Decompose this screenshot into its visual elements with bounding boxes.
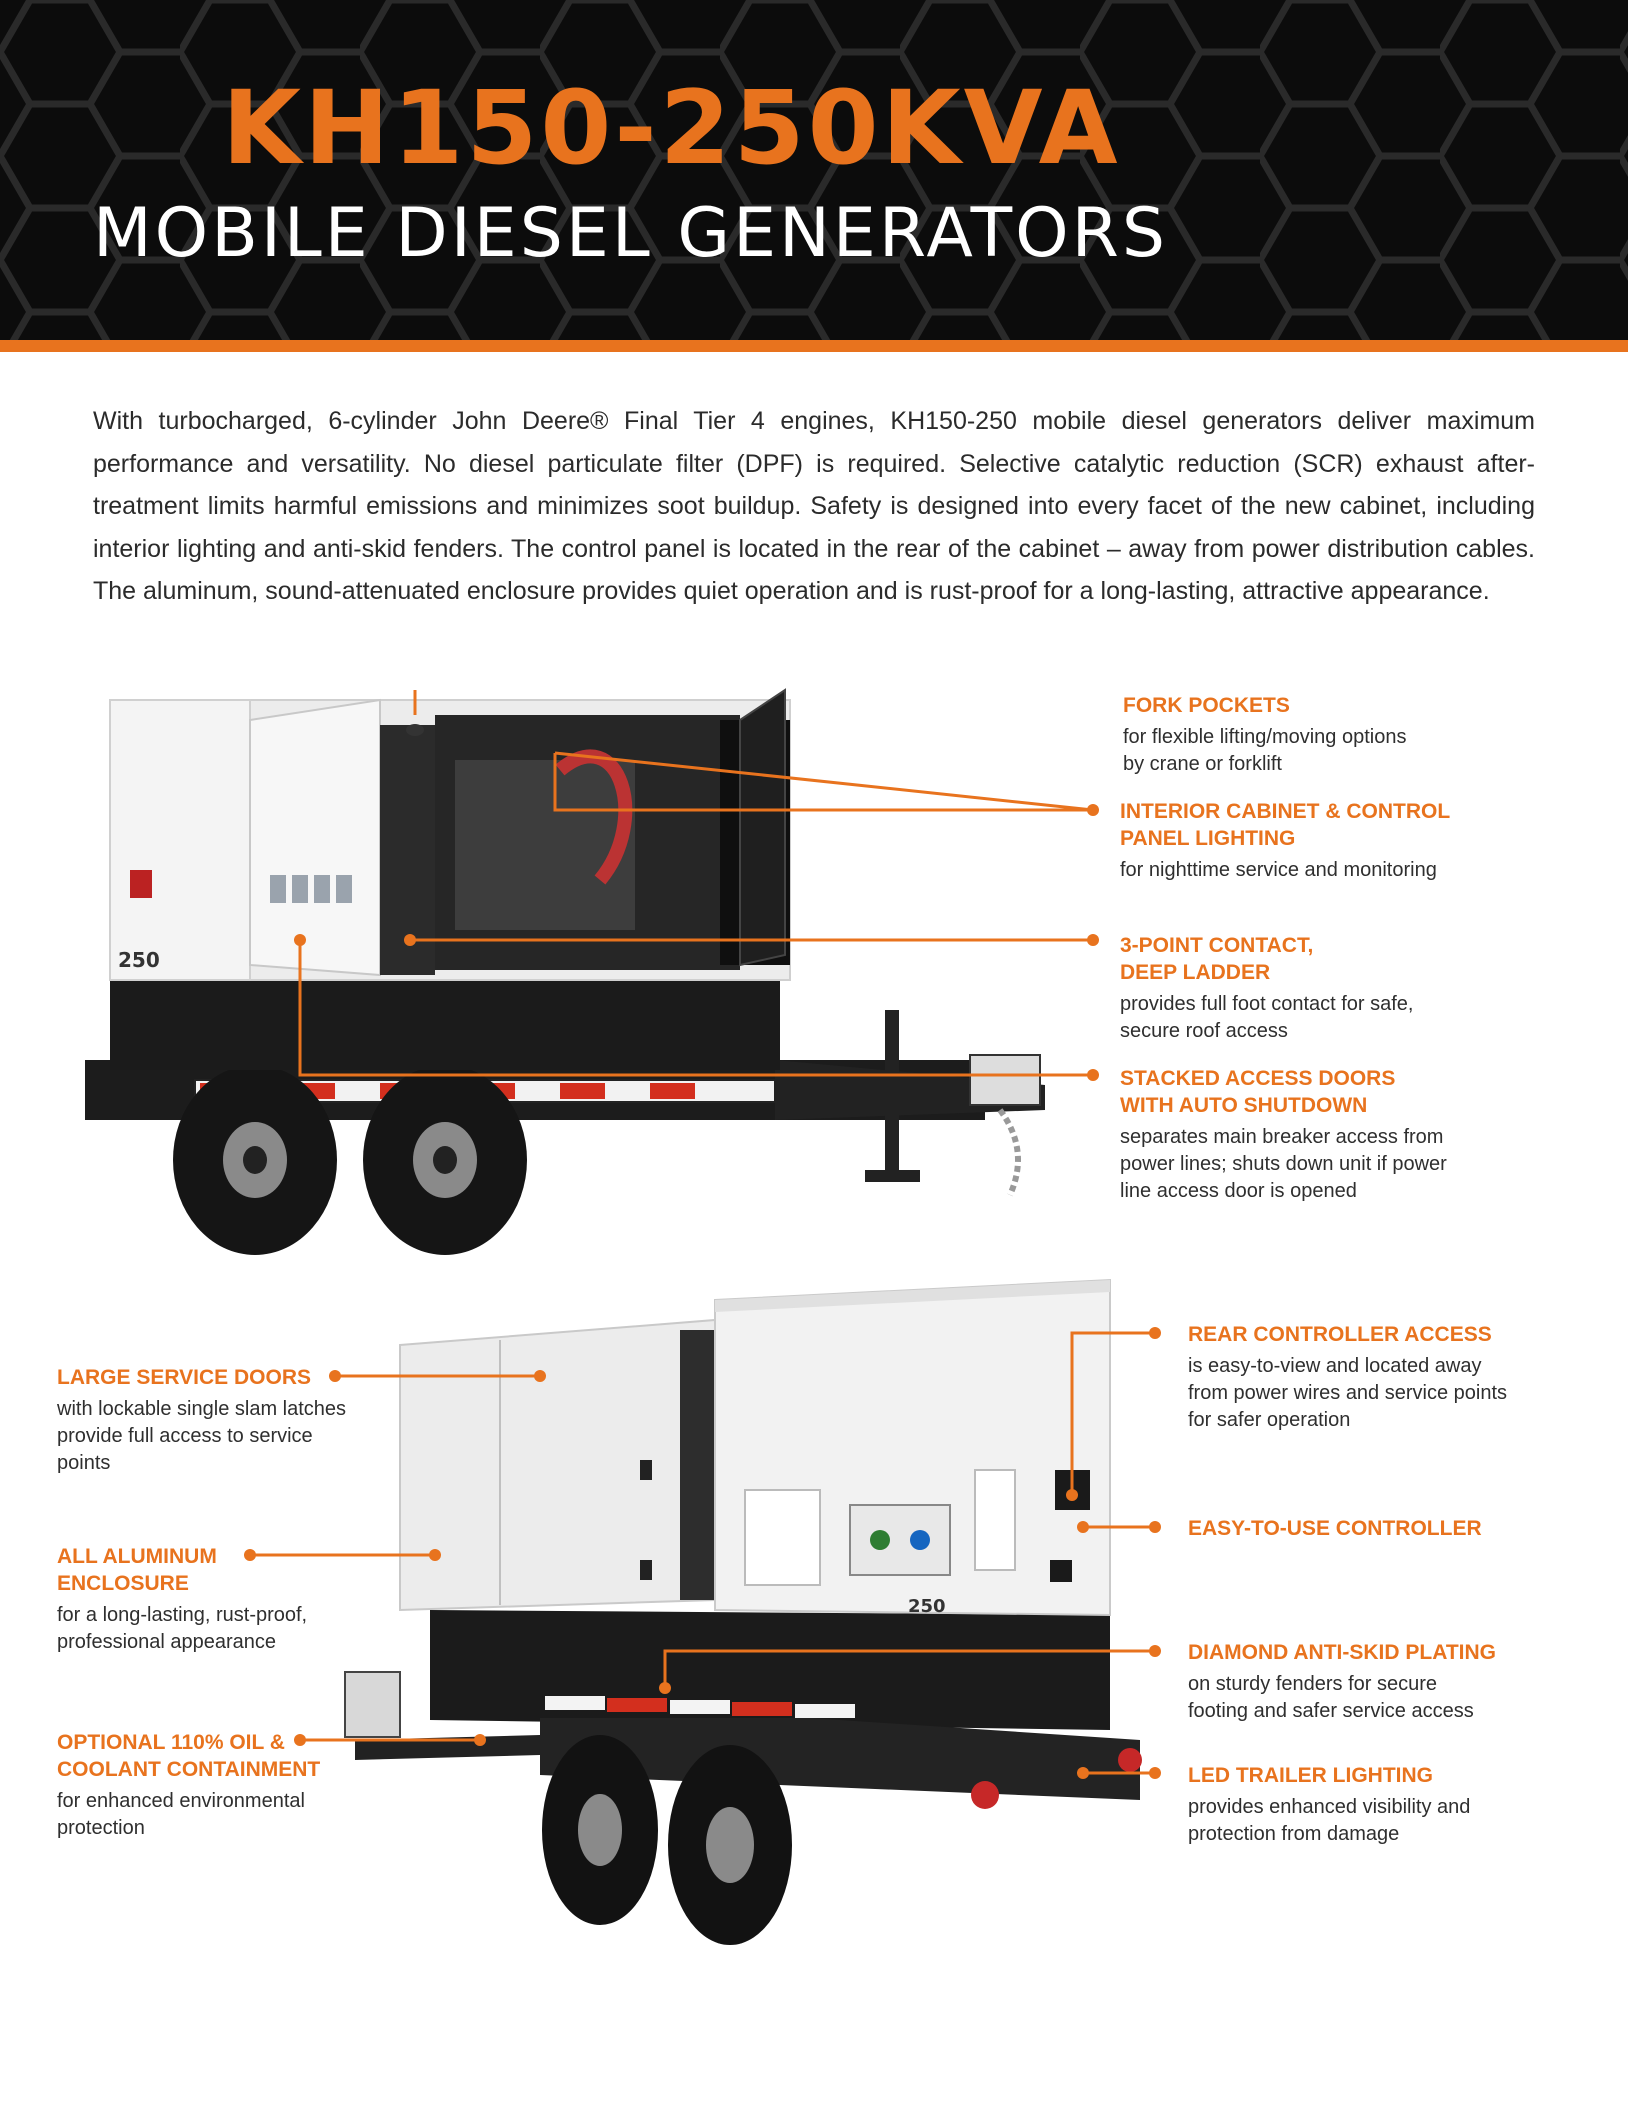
- callout-oil-coolant-containment: [57, 1729, 347, 1842]
- callout-deep-ladder: [1120, 932, 1430, 1045]
- generator-side-view-image: [85, 690, 1045, 1255]
- callout-stacked-access-doors: [1120, 1065, 1470, 1205]
- generator-rear-view-image: [345, 1280, 1142, 1945]
- page-subtitle: MOBILE DIESEL GENERATORS: [93, 194, 1169, 273]
- callout-title: EASY-TO-USE CONTROLLER: [1188, 1517, 1482, 1540]
- callout-interior-lighting: [1120, 798, 1490, 884]
- callout-description: for flexible lifting/moving options by crane or forklift: [1123, 726, 1407, 775]
- callout-title: OPTIONAL 110% OIL & COOLANT CONTAINMENT: [57, 1731, 321, 1781]
- callout-title: REAR CONTROLLER ACCESS: [1188, 1323, 1492, 1346]
- callout-fork-pockets: [1123, 692, 1483, 778]
- callout-easy-controller: [1188, 1515, 1518, 1542]
- callout-title: LARGE SERVICE DOORS: [57, 1366, 311, 1389]
- unit-number-badge-top: 250: [118, 948, 160, 972]
- callout-title: STACKED ACCESS DOORS WITH AUTO SHUTDOWN: [1120, 1067, 1396, 1117]
- callout-led-trailer-lighting: [1188, 1762, 1518, 1848]
- callout-title: LED TRAILER LIGHTING: [1188, 1764, 1433, 1787]
- callout-description: provides full foot contact for safe, secure roof access: [1120, 993, 1414, 1042]
- callout-description: separates main breaker access from power lines; shuts down unit if power line access door is opened: [1120, 1126, 1447, 1202]
- callout-rear-controller-access: [1188, 1321, 1518, 1434]
- callout-large-service-doors: [57, 1364, 347, 1477]
- callout-title: ALL ALUMINUM ENCLOSURE: [57, 1545, 217, 1595]
- callout-title: DIAMOND ANTI-SKID PLATING: [1188, 1641, 1496, 1664]
- intro-paragraph: With turbocharged, 6-cylinder John Deere® Final Tier 4 engines, KH150-250 mobile diesel generators deliver maximum performance and versatility. No diesel particulate filter (DPF) is required. Selective catalytic reduction (SCR) exhaust after-treatment limits harmful emissions and minimizes soot buildup. Safety is designed into every facet of the new cabinet, including interior lighting and anti-skid fenders. The control panel is located in the rear of the cabinet – away from power distribution cables. The aluminum, sound-attenuated enclosure provides quiet operation and is rust-proof for a long-lasting, attractive appearance.: [93, 407, 1535, 605]
- callout-description: for enhanced environmental protection: [57, 1790, 305, 1839]
- callout-title: 3-POINT CONTACT, DEEP LADDER: [1120, 934, 1314, 984]
- unit-number-badge-bottom: 250: [908, 1596, 946, 1617]
- page-title: KH150-250KVA: [222, 69, 1121, 188]
- callout-description: with lockable single slam latches provide full access to service points: [57, 1398, 347, 1474]
- callout-anti-skid-plating: [1188, 1639, 1528, 1725]
- callout-aluminum-enclosure: [57, 1543, 347, 1656]
- callout-description: for nighttime service and monitoring: [1120, 859, 1437, 881]
- callout-description: provides enhanced visibility and protection from damage: [1188, 1796, 1471, 1845]
- callout-description: on sturdy fenders for secure footing and safer service access: [1188, 1673, 1474, 1722]
- callout-title: INTERIOR CABINET & CONTROL PANEL LIGHTING: [1120, 800, 1450, 850]
- callout-title: FORK POCKETS: [1123, 694, 1290, 717]
- callout-description: is easy-to-view and located away from power wires and service points for safer operation: [1188, 1355, 1508, 1431]
- callout-description: for a long-lasting, rust-proof, professional appearance: [57, 1604, 308, 1653]
